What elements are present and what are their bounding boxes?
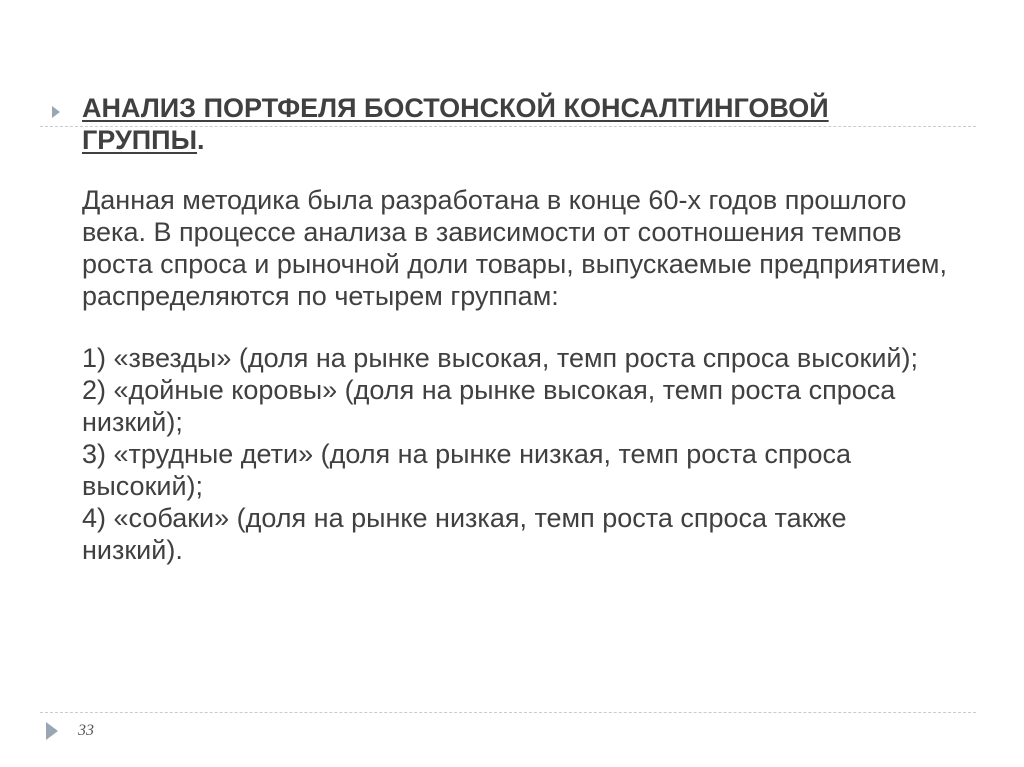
slide-title-suffix: . [197, 125, 205, 155]
list-item: 2) «дойные коровы» (доля на рынке высокая, темп роста спроса низкий); [82, 375, 896, 437]
slide-content [82, 92, 952, 566]
group-list [82, 342, 952, 566]
triangle-bullet-icon [52, 106, 60, 118]
triangle-nav-icon [46, 722, 58, 740]
slide-title [82, 92, 952, 156]
list-item: 1) «звезды» (доля на рынке высокая, темп роста спроса высокий); [82, 343, 918, 373]
list-item: 4) «собаки» (доля на рынке низкая, темп роста спроса также низкий). [82, 503, 847, 565]
list-item: 3) «трудные дети» (доля на рынке низкая, темп роста спроса высокий); [82, 439, 852, 501]
page-number: 33 [78, 722, 94, 739]
bottom-divider [40, 712, 976, 713]
description-paragraph: Данная методика была разработана в конце 60-х годов прошлого века. В процессе анализа в зависимости от соотношения темпов роста спроса и рыночной доли товары, выпускаемые предприятием, распределяются по четырем группам: [82, 185, 947, 311]
slide-title-text: АНАЛИЗ ПОРТФЕЛЯ БОСТОНСКОЙ КОНСАЛТИНГОВОЙ ГРУППЫ [82, 93, 829, 155]
